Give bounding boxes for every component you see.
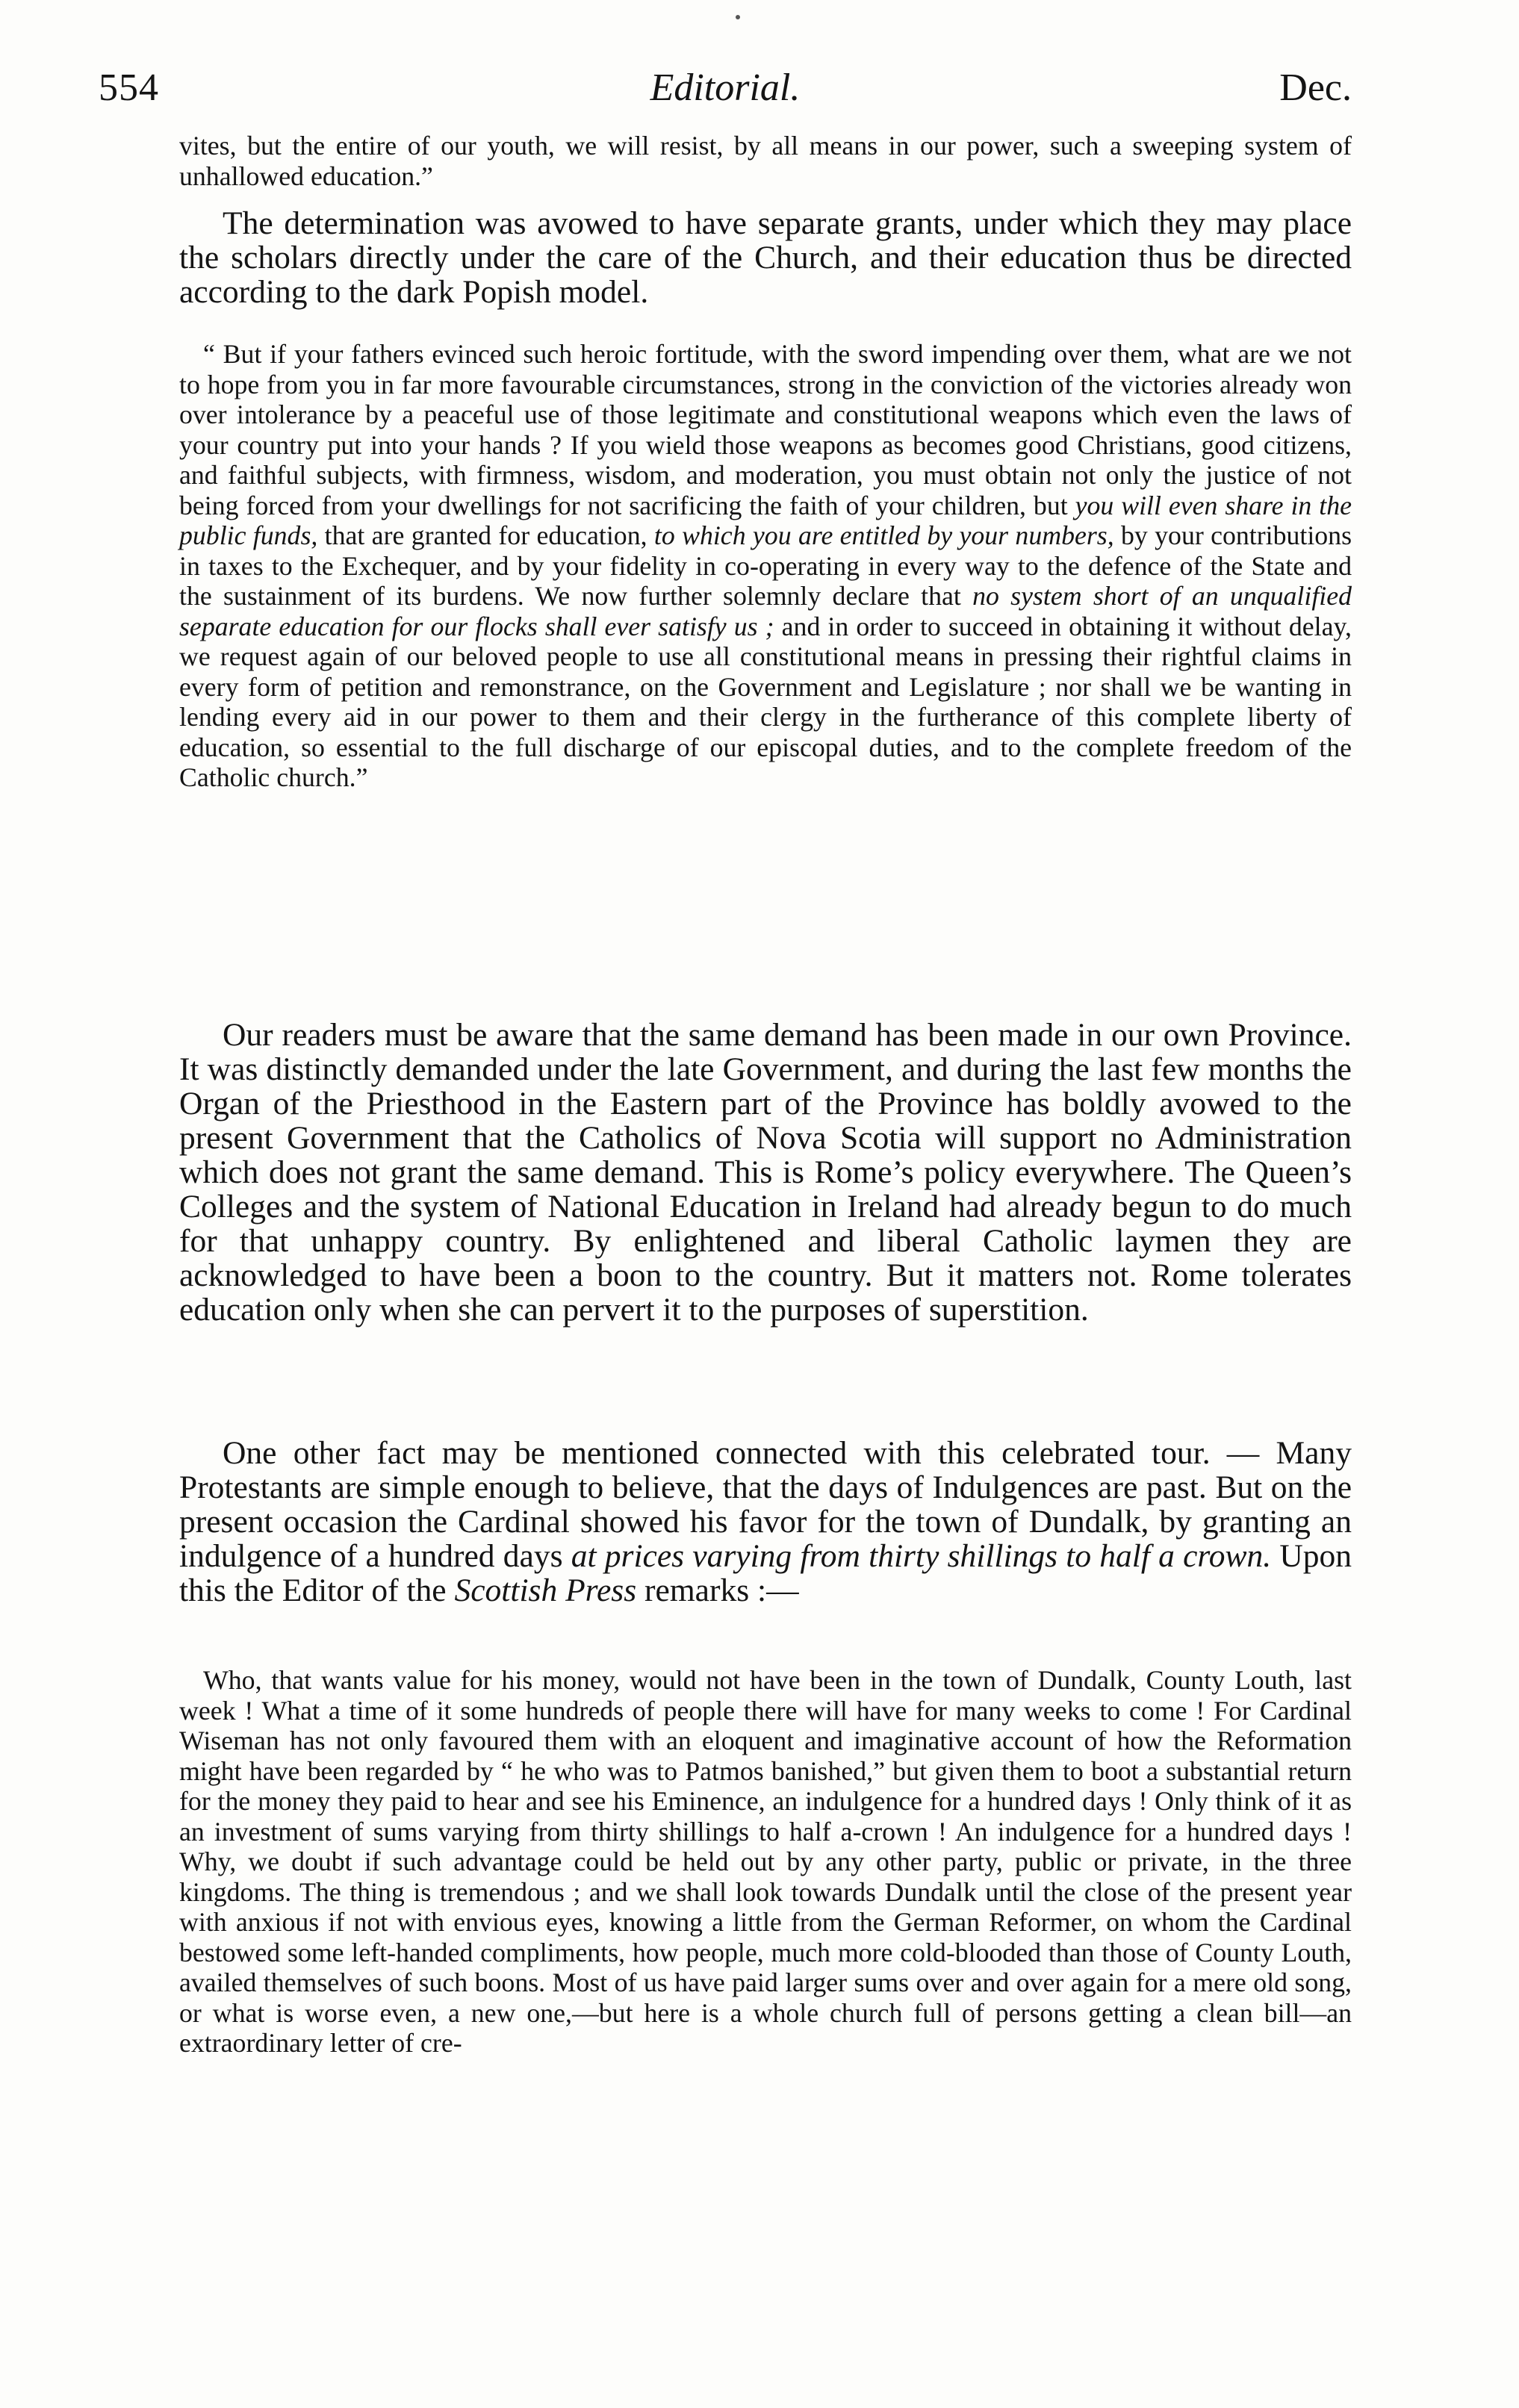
paragraph-6: Who, that wants value for his money, would not have been in the town of Dundalk, County Louth, last week ! What a time of it some hundreds of people there will have for many weeks to come ! For Cardinal Wiseman has not only favoured them with an eloquent and imaginative account of how the Reformation might have been regarded by “ he who was to Patmos banished,” but given them to boot a substantial return for the money they paid to hear and see his Eminence, an indulgence for a hundred days ! Only think of it as an investment of sums varying from thirty shillings to half a-crown ! An indulgence for a hundred days ! Why, we doubt if such advantage could be held out by any other party, public or private, in the three kingdoms. The thing is tremendous ; and we shall look towards Dundalk until the close of the present year with anxious if not with envious eyes, knowing a little from the German Reformer, on whom the Cardinal bestowed some left-handed compliments, how people, much more cold-blooded than those of County Louth, availed themselves of such boons. Most of us have paid larger sums over and over again for a mere old song, or what is worse even, a new one,—but here is a whole church full of persons getting a clean bill—an extraordinary letter of cre- — [179, 1665, 1352, 2058]
editorial-paragraph-3 — [179, 1436, 1352, 1608]
tour-text-e: remarks :— — [644, 1572, 799, 1608]
editorial-paragraph-1 — [179, 206, 1352, 309]
tour-text-c: Upon this the Editor of the — [179, 1538, 1352, 1608]
tour-text-a: One other fact may be mentioned connected with this celebrated tour. — Many Protestants are simple enough to believe, that the days of Indulgences are past. But on the present occasion the Cardinal showed his favor for the town of Dundalk, by granting an indulgence of a hundred days — [179, 1435, 1352, 1574]
newspaper-title: Scottish Press — [454, 1572, 637, 1608]
quote-text-e: by your contributions in taxes to the Exchequer, and by your fidelity in co-operating in every way to the defence of the State and the sustainment of its burdens. We now further solemnly declare that — [179, 520, 1352, 611]
paragraph-1: vites, but the entire of our youth, we will resist, by all means in our power, such a sweeping system of unhallowed education.” — [179, 131, 1352, 191]
tour-emphasis-prices: at prices varying from thirty shillings to half a crown. — [571, 1538, 1272, 1574]
page-header — [99, 66, 1352, 125]
paragraph-3 — [179, 339, 1352, 793]
pastoral-quote — [179, 339, 1352, 793]
header-month: Dec. — [1279, 66, 1352, 109]
paragraph-5 — [179, 1436, 1352, 1608]
scottish-press-quote — [179, 1665, 1352, 2059]
quote-text-g: and in order to succeed in obtaining it without delay, we request again of our beloved people to use all constitutional means in pressing their rightful claims in every form of petition and remonstrance, on the Government and Legislature ; nor shall we be wanting in lending every aid in our power to them and their clergy in the furtherance of this complete liberty of education, so essential to the full discharge of our episcopal duties, and to the complete freedom of the Catholic church.” — [179, 611, 1352, 792]
quote-emphasis-separate-education: no system short of an unqualified separate education for our flocks shall ever satisfy us ; — [179, 581, 1352, 641]
quote-emphasis-numbers: to which you are entitled by your numbers, — [653, 520, 1114, 550]
paragraph-4: Our readers must be aware that the same demand has been made in our own Province. It was distinctly demanded under the late Government, and during the last few months the Organ of the Priesthood in the Eastern part of the Province has boldly avowed to the present Government that the Catholics of Nova Scotia will support no Administration which does not grant the same demand. This is Rome’s policy everywhere. The Queen’s Colleges and the system of National Education in Ireland had already begun to do much for that unhappy country. By enlightened and liberal Catholic laymen they are acknowledged to have been a boon to the country. But it matters not. Rome tolerates education only when she can pervert it to the purposes of superstition. — [179, 1017, 1352, 1328]
paragraph-2: The determination was avowed to have separate grants, under which they may place the scholars directly under the care of the Church, and their education thus be directed according to the dark Popish model. — [179, 205, 1352, 310]
quote-text-a: “ But if your fathers evinced such heroic fortitude, with the sword impending over them, what are we not to hope from you in far more favourable circumstances, strong in the conviction of the victories already won over intolerance by a peaceful use of those legitimate and constitutional weapons which even the laws of your country put into your hands ? If you wield those weapons as becomes good Christians, good citizens, and faithful subjects, with firmness, wisdom, and moderation, you must obtain not only the justice of not being forced from your dwellings for not sacrificing the faith of your children, but — [179, 339, 1352, 520]
quote-continuation — [179, 131, 1352, 191]
running-title: Editorial. — [650, 66, 801, 109]
page-number: 554 — [99, 66, 159, 109]
editorial-paragraph-2 — [179, 1018, 1352, 1327]
quote-emphasis-public-funds: you will even share in the public funds, — [179, 490, 1352, 550]
quote-text-c: that are granted for education, — [324, 520, 647, 550]
ink-speck — [736, 15, 740, 19]
